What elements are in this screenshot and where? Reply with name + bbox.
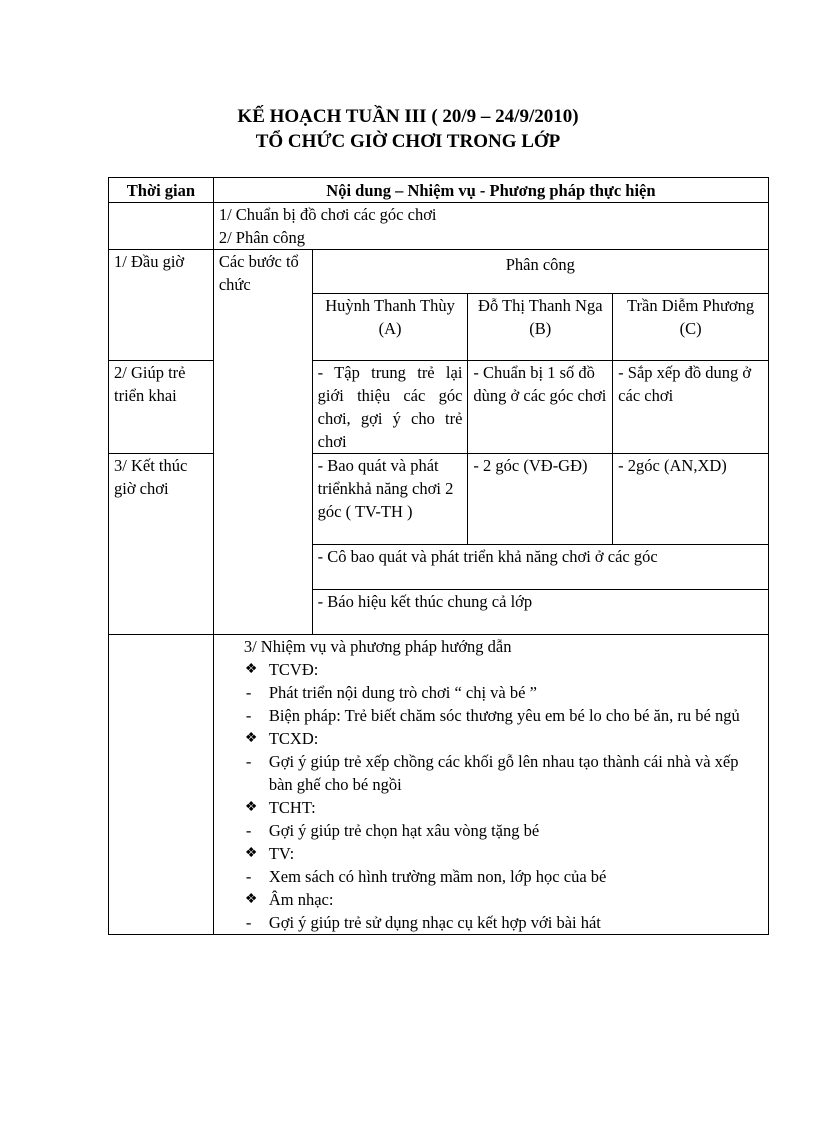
teacher-a xyxy=(312,294,468,361)
time-cell-2: 2/ Giúp trẻ triển khai xyxy=(109,361,214,454)
task-b-deploy: - Chuẩn bị 1 số đồ dùng ở các góc chơi xyxy=(468,361,613,454)
teacher-c-name: Trần Diễm Phương xyxy=(627,296,755,315)
list-item xyxy=(244,704,746,727)
plan-table xyxy=(108,177,769,935)
dash-bullet-icon: - xyxy=(245,821,252,840)
tasks-cell xyxy=(213,635,768,935)
assignment-header: Phân công xyxy=(312,250,768,294)
task-a-end: - Bao quát và phát triểnkhả năng chơi 2 góc ( TV-TH ) xyxy=(312,454,468,545)
diamond-bullet-icon: ❖ xyxy=(244,846,258,861)
intro-line-2: 2/ Phân công xyxy=(218,228,305,247)
list-item xyxy=(244,911,746,934)
list-item-text: Âm nhạc: xyxy=(268,890,334,909)
header-content: Nội dung – Nhiệm vụ - Phương pháp thực hiện xyxy=(213,178,768,203)
dash-bullet-icon: - xyxy=(245,752,252,771)
list-item xyxy=(244,727,746,750)
header-time: Thời gian xyxy=(109,178,214,203)
tasks-heading: 3/ Nhiệm vụ và phương pháp hướng dẫn xyxy=(243,637,512,656)
teacher-c xyxy=(613,294,769,361)
list-item xyxy=(244,750,746,796)
list-item xyxy=(244,865,746,888)
task-c-end: - 2góc (AN,XD) xyxy=(613,454,769,545)
task-b-end: - 2 góc (VĐ-GĐ) xyxy=(468,454,613,545)
time-cell-1: 1/ Đầu giờ xyxy=(109,250,214,361)
table-header-row xyxy=(109,178,769,203)
list-item-text: TCVĐ: xyxy=(268,660,319,679)
teacher-b-code: (B) xyxy=(529,319,552,338)
list-item xyxy=(244,819,746,842)
time-cell-3: 3/ Kết thúc giờ chơi xyxy=(109,454,214,635)
wide-row-1: - Cô bao quát và phát triển khả năng chơi ở các góc xyxy=(312,545,768,590)
list-item-text: Gợi ý giúp trẻ xếp chồng các khối gỗ lên nhau tạo thành cái nhà và xếp bàn ghế cho bé ngồi xyxy=(268,752,739,794)
table-row xyxy=(109,361,769,454)
list-item xyxy=(244,888,746,911)
list-item-text: Gợi ý giúp trẻ sử dụng nhạc cụ kết hợp với bài hát xyxy=(268,913,601,932)
dash-bullet-icon: - xyxy=(245,706,252,725)
intro-cell xyxy=(213,203,768,250)
list-item-text: TCHT: xyxy=(268,798,316,817)
teacher-c-code: (C) xyxy=(679,319,702,338)
empty-time-cell-2 xyxy=(109,635,214,935)
plan-subtitle: TỔ CHỨC GIỜ CHƠI TRONG LỚP xyxy=(255,131,561,152)
wide-row-2: - Báo hiệu kết thúc chung cả lớp xyxy=(312,590,768,635)
dash-bullet-icon: - xyxy=(245,867,252,886)
table-row xyxy=(109,250,769,294)
plan-title: KẾ HOẠCH TUẦN III ( 20/9 – 24/9/2010) xyxy=(237,106,579,127)
list-item xyxy=(244,796,746,819)
empty-time-cell xyxy=(109,203,214,250)
list-item-text: TCXD: xyxy=(268,729,319,748)
dash-bullet-icon: - xyxy=(245,913,252,932)
list-item-text: Gợi ý giúp trẻ chọn hạt xâu vòng tặng bé xyxy=(268,821,540,840)
diamond-bullet-icon: ❖ xyxy=(244,662,258,677)
teacher-b xyxy=(468,294,613,361)
tasks-row xyxy=(109,635,769,935)
intro-line-1: 1/ Chuẩn bị đồ chơi các góc chơi xyxy=(218,205,437,224)
table-row xyxy=(109,454,769,545)
list-item xyxy=(244,658,746,681)
task-c-deploy: - Sắp xếp đồ dung ở các chơi xyxy=(613,361,769,454)
list-item-text: TV: xyxy=(268,844,295,863)
list-item xyxy=(244,842,746,865)
diamond-bullet-icon: ❖ xyxy=(244,892,258,907)
teacher-a-name: Huỳnh Thanh Thùy xyxy=(325,296,455,315)
teacher-a-code: (A) xyxy=(378,319,402,338)
task-a-deploy: - Tập trung trẻ lại giới thiệu các góc chơi, gợi ý cho trẻ chơi xyxy=(312,361,468,454)
diamond-bullet-icon: ❖ xyxy=(244,800,258,815)
list-item-text: Biện pháp: Trẻ biết chăm sóc thương yêu em bé lo cho bé ăn, ru bé ngủ xyxy=(268,706,740,725)
diamond-bullet-icon: ❖ xyxy=(244,731,258,746)
list-item-text: Xem sách có hình trường mầm non, lớp học của bé xyxy=(268,867,607,886)
list-item-text: Phát triển nội dung trò chơi “ chị và bé ” xyxy=(268,683,537,702)
intro-row xyxy=(109,203,769,250)
teacher-b-name: Đỗ Thị Thanh Nga xyxy=(478,296,603,315)
dash-bullet-icon: - xyxy=(245,683,252,702)
tasks-list xyxy=(244,658,746,934)
steps-cell: Các bước tổ chức xyxy=(213,250,312,635)
list-item xyxy=(244,681,746,704)
